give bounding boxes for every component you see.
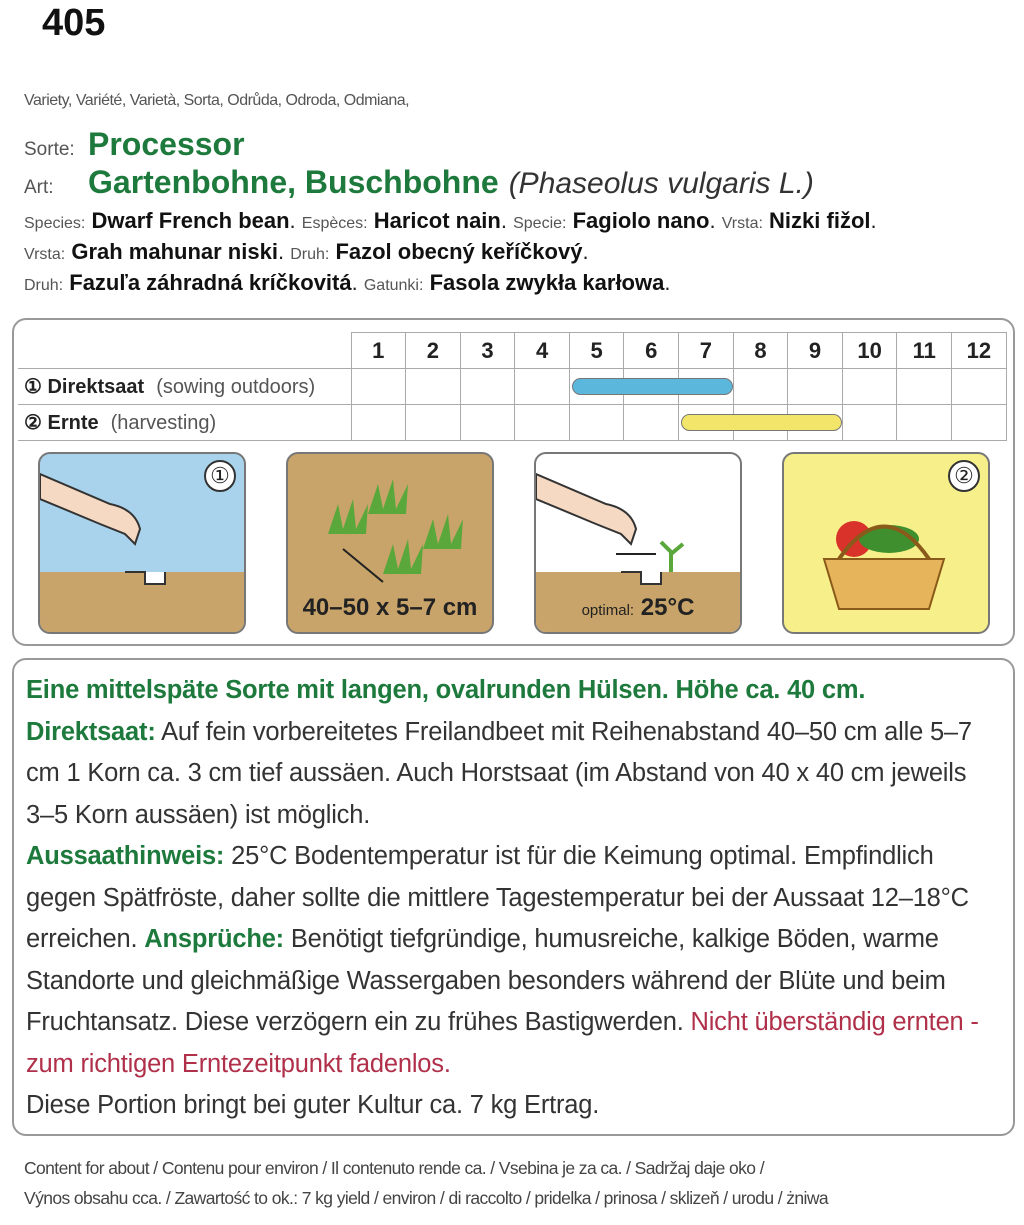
calendar-table	[18, 332, 1007, 441]
species-line-2: Vrsta: Grah mahunar niski. Druh: Fazol obecný keříčkový.	[24, 239, 589, 264]
step-1-badge: ①	[204, 460, 236, 492]
month-7: 7	[679, 333, 734, 369]
variety-name: Processor	[88, 126, 245, 162]
row-label-harvest: ② Ernte (harvesting)	[18, 405, 351, 441]
latin-name: (Phaseolus vulgaris L.)	[508, 167, 814, 200]
cell	[679, 405, 734, 441]
cell	[733, 369, 788, 405]
step-2-badge: ②	[948, 460, 980, 492]
species-line-3: Druh: Fazuľa záhradná kríčkovitá. Gatunki: Fasola zwykła karłowa.	[24, 270, 671, 295]
variety-languages: Variety, Variété, Varietà, Sorta, Odrůda, Odroda, Odmiana,	[24, 92, 410, 109]
cell	[406, 405, 461, 441]
product-number: 405	[42, 2, 106, 44]
cell	[788, 369, 843, 405]
cell	[406, 369, 461, 405]
sowing-calendar	[12, 318, 1015, 646]
cell	[569, 369, 624, 405]
description: Eine mittelspäte Sorte mit langen, ovalrunden Hülsen. Höhe ca. 40 cm. Direktsaat: Auf fein vorbereitetes Freilandbeet mit Reihenabstand 40–50 cm alle 5–7 cm 1 Korn ca. 3 cm tief aussäen. Auch Horstsaat (im Abstand von 40 x 40 cm jeweils 3–5 Korn aussäen) ist möglich. Aussaathinweis: 25°C Bodentemperatur ist für die Keimung optimal. Empfindlich gegen Spätfröste, daher sollte die mittlere Tagestemperatur bei der Aussaat 12–18°C erreichen. Ansprüche: Benötigt tiefgründige, humusreiche, kalkige Böden, warme Standorte und gleichmäßige Wassergaben besonders während der Blüte und beim Fruchtansatz. Diese verzögern ein zu frühes Bastigwerden. Nicht überständig ernten - zum richtigen Erntezeitpunkt fadenlos. Diese Portion bringt bei guter Kultur ca. 7 kg Ertrag.	[12, 658, 1015, 1136]
month-10: 10	[842, 333, 897, 369]
species-name: Gartenbohne, Buschbohne	[88, 164, 499, 200]
month-3: 3	[460, 333, 515, 369]
sorte-label: Sorte:	[24, 139, 75, 160]
cell	[952, 369, 1007, 405]
cell	[952, 405, 1007, 441]
spacing-label: 40–50 x 5–7 cm	[302, 594, 478, 621]
cell	[351, 369, 406, 405]
month-8: 8	[733, 333, 788, 369]
harvest-period-bar	[681, 414, 842, 431]
footer-yield: Content for about / Contenu pour environ / Il contenuto rende ca. / Vsebina je za ca. / Sadržaj daje oko / Výnos obsahu cca. / Zawartość to ok.: 7 kg yield / environ / di raccolto / pridelka / prinosa / sklizeň / urodu / żniwa	[24, 1158, 829, 1208]
sowing-pictogram	[38, 452, 246, 634]
header	[24, 92, 1014, 301]
month-2: 2	[406, 333, 461, 369]
month-4: 4	[515, 333, 570, 369]
cell	[569, 405, 624, 441]
optimal-temp: optimal: 25°C	[581, 594, 695, 621]
cell	[515, 369, 570, 405]
cell	[624, 405, 679, 441]
month-1: 1	[351, 333, 406, 369]
cell	[897, 405, 952, 441]
cell	[842, 369, 897, 405]
harvest-pictogram	[782, 452, 990, 634]
spacing-pictogram	[286, 452, 494, 634]
month-12: 12	[952, 333, 1007, 369]
species-line-1: Species: Dwarf French bean. Espèces: Haricot nain. Specie: Fagiolo nano. Vrsta: Nizki fižol.	[24, 208, 877, 233]
month-11: 11	[897, 333, 952, 369]
cell	[460, 369, 515, 405]
sowing-period-bar	[572, 378, 733, 395]
cell	[842, 405, 897, 441]
cell	[351, 405, 406, 441]
cell	[515, 405, 570, 441]
cell	[897, 369, 952, 405]
month-9: 9	[788, 333, 843, 369]
row-label-sowing: ① Direktsaat (sowing outdoors)	[18, 369, 351, 405]
temperature-pictogram	[534, 452, 742, 634]
month-5: 5	[569, 333, 624, 369]
cell	[460, 405, 515, 441]
art-label: Art:	[24, 177, 54, 198]
month-6: 6	[624, 333, 679, 369]
